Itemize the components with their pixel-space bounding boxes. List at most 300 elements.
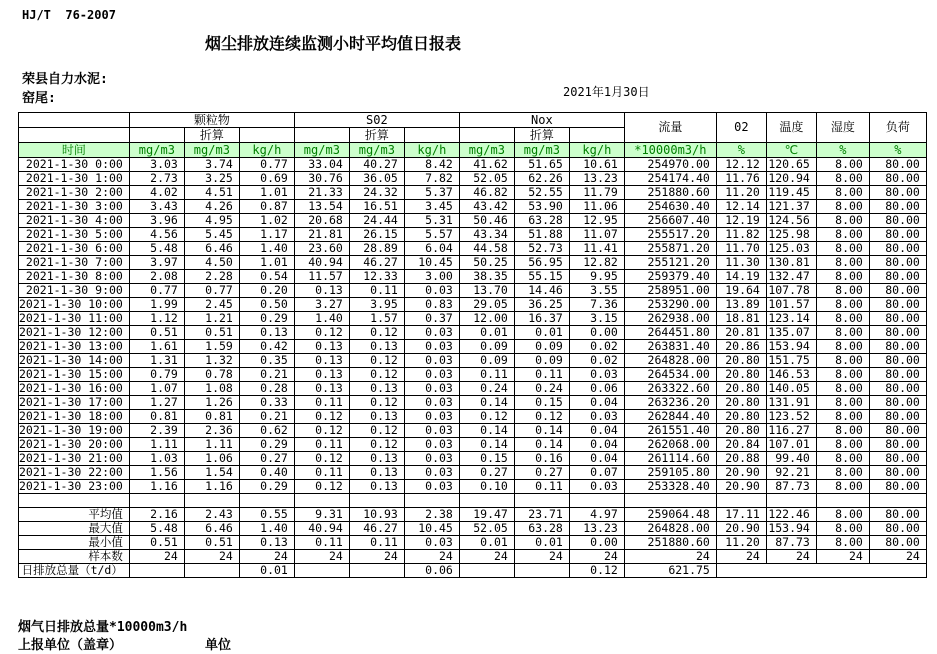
header-converted-so2: 折算 xyxy=(349,128,404,143)
value-cell: 0.10 xyxy=(459,480,514,494)
value-cell: 80.00 xyxy=(869,396,926,410)
value-cell: 1.40 xyxy=(239,521,294,535)
value-cell: 40.94 xyxy=(294,256,349,270)
time-cell: 2021-1-30 23:00 xyxy=(19,480,130,494)
data-row xyxy=(19,438,927,452)
header-group-nox: Nox xyxy=(459,113,624,128)
value-cell: 36.25 xyxy=(514,298,569,312)
value-cell: 1.32 xyxy=(184,354,239,368)
value-cell: 80.00 xyxy=(869,256,926,270)
data-row xyxy=(19,200,927,214)
value-cell: 80.00 xyxy=(869,480,926,494)
value-cell: 0.11 xyxy=(349,284,404,298)
value-cell: 87.73 xyxy=(766,480,816,494)
value-cell: 0.20 xyxy=(239,284,294,298)
unit-cell: mg/m3 xyxy=(129,143,184,158)
unit-cell: mg/m3 xyxy=(514,143,569,158)
value-cell: 1.61 xyxy=(129,340,184,354)
value-cell: 0.12 xyxy=(294,452,349,466)
value-cell: 13.23 xyxy=(569,521,624,535)
value-cell: 1.08 xyxy=(184,382,239,396)
time-cell: 2021-1-30 12:00 xyxy=(19,326,130,340)
time-cell: 2021-1-30 9:00 xyxy=(19,284,130,298)
value-cell: 20.86 xyxy=(716,340,766,354)
value-cell: 80.00 xyxy=(869,424,926,438)
value-cell: 17.11 xyxy=(716,507,766,521)
value-cell: 13.70 xyxy=(459,284,514,298)
value-cell: 40.94 xyxy=(294,521,349,535)
value-cell: 124.56 xyxy=(766,214,816,228)
value-cell: 0.03 xyxy=(404,368,459,382)
value-cell: 0.11 xyxy=(459,368,514,382)
value-cell: 80.00 xyxy=(869,368,926,382)
value-cell: 4.02 xyxy=(129,186,184,200)
value-cell: 40.27 xyxy=(349,158,404,172)
value-cell: 146.53 xyxy=(766,368,816,382)
value-cell: 23.71 xyxy=(514,507,569,521)
value-cell: 5.48 xyxy=(129,521,184,535)
time-cell: 2021-1-30 22:00 xyxy=(19,466,130,480)
value-cell: 24 xyxy=(766,549,816,563)
value-cell: 0.78 xyxy=(184,368,239,382)
value-cell: 2.28 xyxy=(184,270,239,284)
value-cell: 11.79 xyxy=(569,186,624,200)
value-cell: 621.75 xyxy=(624,563,716,577)
value-cell: 20.84 xyxy=(716,438,766,452)
value-cell: 24.32 xyxy=(349,186,404,200)
time-cell: 2021-1-30 19:00 xyxy=(19,424,130,438)
value-cell: 8.00 xyxy=(816,507,869,521)
value-cell: 28.89 xyxy=(349,242,404,256)
value-cell: 80.00 xyxy=(869,172,926,186)
value-cell: 80.00 xyxy=(869,298,926,312)
value-cell: 2.36 xyxy=(184,424,239,438)
header-group-so2: S02 xyxy=(294,113,459,128)
value-cell: 80.00 xyxy=(869,228,926,242)
value-cell: 0.81 xyxy=(184,410,239,424)
value-cell: 1.40 xyxy=(294,312,349,326)
value-cell: 0.77 xyxy=(239,158,294,172)
value-cell: 5.31 xyxy=(404,214,459,228)
value-cell: 3.97 xyxy=(129,256,184,270)
value-cell: 24 xyxy=(624,549,716,563)
value-cell: 2.45 xyxy=(184,298,239,312)
value-cell: 20.80 xyxy=(716,368,766,382)
header-flow: 流量 xyxy=(624,113,716,143)
unit-cell: *10000m3/h xyxy=(624,143,716,158)
value-cell: 0.54 xyxy=(239,270,294,284)
value-cell: 120.94 xyxy=(766,172,816,186)
value-cell: 52.05 xyxy=(459,521,514,535)
value-cell: 262938.00 xyxy=(624,312,716,326)
value-cell: 11.70 xyxy=(716,242,766,256)
unit-cell: % xyxy=(816,143,869,158)
value-cell: 0.03 xyxy=(569,410,624,424)
value-cell: 10.45 xyxy=(404,256,459,270)
value-cell: 8.00 xyxy=(816,438,869,452)
value-cell: 0.13 xyxy=(294,354,349,368)
value-cell: 4.50 xyxy=(184,256,239,270)
value-cell: 8.00 xyxy=(816,354,869,368)
value-cell: 8.00 xyxy=(816,410,869,424)
time-cell: 2021-1-30 13:00 xyxy=(19,340,130,354)
daily-total-row xyxy=(19,563,927,577)
value-cell: 8.00 xyxy=(816,228,869,242)
value-cell: 262068.00 xyxy=(624,438,716,452)
value-cell: 0.12 xyxy=(459,410,514,424)
value-cell: 258951.00 xyxy=(624,284,716,298)
value-cell: 8.00 xyxy=(816,382,869,396)
value-cell: 261551.40 xyxy=(624,424,716,438)
value-cell: 11.76 xyxy=(716,172,766,186)
value-cell: 8.00 xyxy=(816,480,869,494)
time-cell: 2021-1-30 0:00 xyxy=(19,158,130,172)
value-cell: 24 xyxy=(404,549,459,563)
value-cell: 264828.00 xyxy=(624,521,716,535)
value-cell: 80.00 xyxy=(869,270,926,284)
value-cell: 0.33 xyxy=(239,396,294,410)
value-cell: 123.52 xyxy=(766,410,816,424)
value-cell: 0.55 xyxy=(239,507,294,521)
value-cell: 1.54 xyxy=(184,466,239,480)
spacer-cell xyxy=(19,494,130,508)
value-cell: 1.02 xyxy=(239,214,294,228)
time-cell: 2021-1-30 1:00 xyxy=(19,172,130,186)
header-blank-cell xyxy=(459,128,514,143)
value-cell: 262844.40 xyxy=(624,410,716,424)
summary-row xyxy=(19,535,927,549)
data-row xyxy=(19,214,927,228)
value-cell: 80.00 xyxy=(869,410,926,424)
value-cell: 6.46 xyxy=(184,521,239,535)
value-cell: 0.01 xyxy=(239,563,294,577)
value-cell: 0.62 xyxy=(239,424,294,438)
summary-row xyxy=(19,507,927,521)
value-cell: 8.00 xyxy=(816,200,869,214)
value-cell: 44.58 xyxy=(459,242,514,256)
value-cell: 52.55 xyxy=(514,186,569,200)
value-cell: 7.82 xyxy=(404,172,459,186)
value-cell: 261114.60 xyxy=(624,452,716,466)
value-cell: 0.51 xyxy=(184,326,239,340)
value-cell: 0.02 xyxy=(569,340,624,354)
unit-cell: kg/h xyxy=(404,143,459,158)
data-row xyxy=(19,410,927,424)
value-cell: 120.65 xyxy=(766,158,816,172)
value-cell: 13.23 xyxy=(569,172,624,186)
spacer-cell xyxy=(404,494,459,508)
value-cell: 0.11 xyxy=(294,535,349,549)
value-cell: 8.00 xyxy=(816,535,869,549)
data-row xyxy=(19,340,927,354)
value-cell: 0.07 xyxy=(569,466,624,480)
value-cell: 1.99 xyxy=(129,298,184,312)
value-cell: 8.00 xyxy=(816,452,869,466)
value-cell: 0.01 xyxy=(459,326,514,340)
value-cell: 99.40 xyxy=(766,452,816,466)
value-cell: 0.03 xyxy=(404,340,459,354)
value-cell: 0.12 xyxy=(294,480,349,494)
value-cell: 6.04 xyxy=(404,242,459,256)
value-cell: 251880.60 xyxy=(624,186,716,200)
time-cell: 2021-1-30 16:00 xyxy=(19,382,130,396)
value-cell: 0.13 xyxy=(239,326,294,340)
value-cell: 0.29 xyxy=(239,312,294,326)
value-cell: 80.00 xyxy=(869,186,926,200)
value-cell: 259105.80 xyxy=(624,466,716,480)
value-cell: 13.89 xyxy=(716,298,766,312)
value-cell: 132.47 xyxy=(766,270,816,284)
value-cell: 1.12 xyxy=(129,312,184,326)
value-cell: 0.79 xyxy=(129,368,184,382)
header-unit-row xyxy=(19,143,927,158)
header-o2: 02 xyxy=(716,113,766,143)
value-cell: 8.00 xyxy=(816,186,869,200)
value-cell: 0.11 xyxy=(349,535,404,549)
value-cell: 0.03 xyxy=(404,466,459,480)
value-cell: 0.12 xyxy=(349,424,404,438)
value-cell: 36.05 xyxy=(349,172,404,186)
value-cell: 4.26 xyxy=(184,200,239,214)
value-cell: 4.97 xyxy=(569,507,624,521)
value-cell: 20.88 xyxy=(716,452,766,466)
unit-cell: kg/h xyxy=(569,143,624,158)
value-cell: 1.06 xyxy=(184,452,239,466)
value-cell: 53.90 xyxy=(514,200,569,214)
value-cell: 23.60 xyxy=(294,242,349,256)
value-cell: 130.81 xyxy=(766,256,816,270)
value-cell: 9.95 xyxy=(569,270,624,284)
summary-label-cell: 样本数 xyxy=(19,549,130,563)
value-cell: 1.31 xyxy=(129,354,184,368)
unit-cell: ℃ xyxy=(766,143,816,158)
value-cell: 62.26 xyxy=(514,172,569,186)
value-cell: 0.50 xyxy=(239,298,294,312)
company-name: 荣县自力水泥: xyxy=(22,72,108,87)
time-cell: 2021-1-30 15:00 xyxy=(19,368,130,382)
value-cell: 0.06 xyxy=(569,382,624,396)
value-cell: 80.00 xyxy=(869,452,926,466)
value-cell: 0.13 xyxy=(294,340,349,354)
value-cell: 263322.60 xyxy=(624,382,716,396)
value-cell: 3.43 xyxy=(129,200,184,214)
reporting-unit-label: 上报单位（盖章） xyxy=(18,638,123,653)
data-row xyxy=(19,172,927,186)
value-cell: 2.38 xyxy=(404,507,459,521)
monitor-location: 窑尾: xyxy=(22,91,56,106)
value-cell: 0.12 xyxy=(569,563,624,577)
value-cell: 80.00 xyxy=(869,214,926,228)
value-cell: 2.16 xyxy=(129,507,184,521)
value-cell: 0.15 xyxy=(514,396,569,410)
value-cell: 0.03 xyxy=(569,480,624,494)
value-cell: 11.30 xyxy=(716,256,766,270)
value-cell xyxy=(459,563,514,577)
value-cell: 0.13 xyxy=(294,284,349,298)
summary-label-cell: 最大值 xyxy=(19,521,130,535)
value-cell xyxy=(129,563,184,577)
value-cell: 0.35 xyxy=(239,354,294,368)
value-cell: 8.00 xyxy=(816,424,869,438)
value-cell: 51.88 xyxy=(514,228,569,242)
header-load: 负荷 xyxy=(869,113,926,143)
data-row xyxy=(19,284,927,298)
value-cell: 12.14 xyxy=(716,200,766,214)
unit-cell: mg/m3 xyxy=(184,143,239,158)
value-cell: 107.01 xyxy=(766,438,816,452)
value-cell: 9.31 xyxy=(294,507,349,521)
value-cell: 0.03 xyxy=(404,326,459,340)
unit-cell: % xyxy=(716,143,766,158)
value-cell: 1.21 xyxy=(184,312,239,326)
value-cell: 43.42 xyxy=(459,200,514,214)
value-cell: 256607.40 xyxy=(624,214,716,228)
value-cell: 30.76 xyxy=(294,172,349,186)
value-cell: 0.69 xyxy=(239,172,294,186)
value-cell: 52.73 xyxy=(514,242,569,256)
value-cell: 0.13 xyxy=(349,480,404,494)
value-cell xyxy=(349,563,404,577)
header-group-row xyxy=(19,113,927,128)
value-cell: 12.82 xyxy=(569,256,624,270)
value-cell: 1.11 xyxy=(129,438,184,452)
time-cell: 2021-1-30 14:00 xyxy=(19,354,130,368)
value-cell: 0.03 xyxy=(404,424,459,438)
value-cell: 0.83 xyxy=(404,298,459,312)
value-cell: 0.03 xyxy=(404,382,459,396)
value-cell: 1.56 xyxy=(129,466,184,480)
value-cell: 20.90 xyxy=(716,480,766,494)
value-cell: 0.09 xyxy=(459,354,514,368)
value-cell: 1.57 xyxy=(349,312,404,326)
value-cell: 0.21 xyxy=(239,410,294,424)
value-cell: 0.77 xyxy=(129,284,184,298)
value-cell: 4.95 xyxy=(184,214,239,228)
value-cell: 7.36 xyxy=(569,298,624,312)
spacer-cell xyxy=(766,494,816,508)
value-cell: 101.57 xyxy=(766,298,816,312)
value-cell: 24 xyxy=(239,549,294,563)
value-cell: 24.44 xyxy=(349,214,404,228)
value-cell: 2.43 xyxy=(184,507,239,521)
value-cell: 80.00 xyxy=(869,507,926,521)
value-cell: 121.37 xyxy=(766,200,816,214)
data-row xyxy=(19,228,927,242)
standard-code: HJ/T 76-2007 xyxy=(22,8,116,22)
value-cell: 125.03 xyxy=(766,242,816,256)
value-cell: 255871.20 xyxy=(624,242,716,256)
value-cell: 8.00 xyxy=(816,521,869,535)
report-table xyxy=(18,112,927,578)
value-cell: 11.57 xyxy=(294,270,349,284)
value-cell: 8.00 xyxy=(816,368,869,382)
value-cell: 0.01 xyxy=(514,535,569,549)
data-row xyxy=(19,368,927,382)
spacer-cell xyxy=(129,494,184,508)
data-row xyxy=(19,326,927,340)
value-cell: 3.00 xyxy=(404,270,459,284)
data-row xyxy=(19,466,927,480)
spacer-cell xyxy=(514,494,569,508)
value-cell: 8.00 xyxy=(816,242,869,256)
unit-cell: % xyxy=(869,143,926,158)
value-cell: 55.15 xyxy=(514,270,569,284)
time-cell: 2021-1-30 6:00 xyxy=(19,242,130,256)
value-cell: 20.68 xyxy=(294,214,349,228)
value-cell: 8.00 xyxy=(816,284,869,298)
summary-row xyxy=(19,521,927,535)
value-cell: 0.11 xyxy=(514,480,569,494)
value-cell: 0.11 xyxy=(294,438,349,452)
value-cell: 24 xyxy=(816,549,869,563)
value-cell: 264451.80 xyxy=(624,326,716,340)
time-cell: 2021-1-30 18:00 xyxy=(19,410,130,424)
value-cell: 8.00 xyxy=(816,312,869,326)
spacer-cell xyxy=(239,494,294,508)
header-blank-cell xyxy=(404,128,459,143)
value-cell: 8.00 xyxy=(816,270,869,284)
value-cell: 0.00 xyxy=(569,535,624,549)
value-cell: 20.80 xyxy=(716,396,766,410)
value-cell: 46.27 xyxy=(349,256,404,270)
value-cell: 264534.00 xyxy=(624,368,716,382)
value-cell: 254630.40 xyxy=(624,200,716,214)
value-cell: 80.00 xyxy=(869,438,926,452)
value-cell: 0.13 xyxy=(349,382,404,396)
value-cell: 46.27 xyxy=(349,521,404,535)
value-cell: 52.05 xyxy=(459,172,514,186)
value-cell: 24 xyxy=(869,549,926,563)
value-cell: 80.00 xyxy=(869,382,926,396)
value-cell: 51.65 xyxy=(514,158,569,172)
data-row xyxy=(19,158,927,172)
value-cell: 11.20 xyxy=(716,535,766,549)
value-cell: 0.11 xyxy=(294,466,349,480)
value-cell: 0.03 xyxy=(404,535,459,549)
value-cell: 0.51 xyxy=(129,535,184,549)
time-cell: 2021-1-30 4:00 xyxy=(19,214,130,228)
data-row xyxy=(19,256,927,270)
value-cell: 0.01 xyxy=(459,535,514,549)
value-cell: 3.15 xyxy=(569,312,624,326)
value-cell: 11.20 xyxy=(716,186,766,200)
value-cell: 0.40 xyxy=(239,466,294,480)
value-cell: 153.94 xyxy=(766,521,816,535)
data-row xyxy=(19,396,927,410)
value-cell: 80.00 xyxy=(869,284,926,298)
value-cell: 0.81 xyxy=(129,410,184,424)
value-cell: 1.40 xyxy=(239,242,294,256)
value-cell: 5.48 xyxy=(129,242,184,256)
value-cell: 80.00 xyxy=(869,466,926,480)
value-cell: 0.09 xyxy=(514,340,569,354)
value-cell: 10.93 xyxy=(349,507,404,521)
value-cell: 20.80 xyxy=(716,410,766,424)
value-cell: 1.59 xyxy=(184,340,239,354)
value-cell: 0.12 xyxy=(294,410,349,424)
value-cell: 10.45 xyxy=(404,521,459,535)
value-cell: 0.24 xyxy=(514,382,569,396)
header-group-particulate: 颗粒物 xyxy=(129,113,294,128)
value-cell: 107.78 xyxy=(766,284,816,298)
value-cell: 2.39 xyxy=(129,424,184,438)
value-cell: 11.06 xyxy=(569,200,624,214)
spacer-row xyxy=(19,494,927,508)
time-cell: 2021-1-30 5:00 xyxy=(19,228,130,242)
spacer-cell xyxy=(716,494,766,508)
value-cell: 1.07 xyxy=(129,382,184,396)
value-cell: 21.81 xyxy=(294,228,349,242)
